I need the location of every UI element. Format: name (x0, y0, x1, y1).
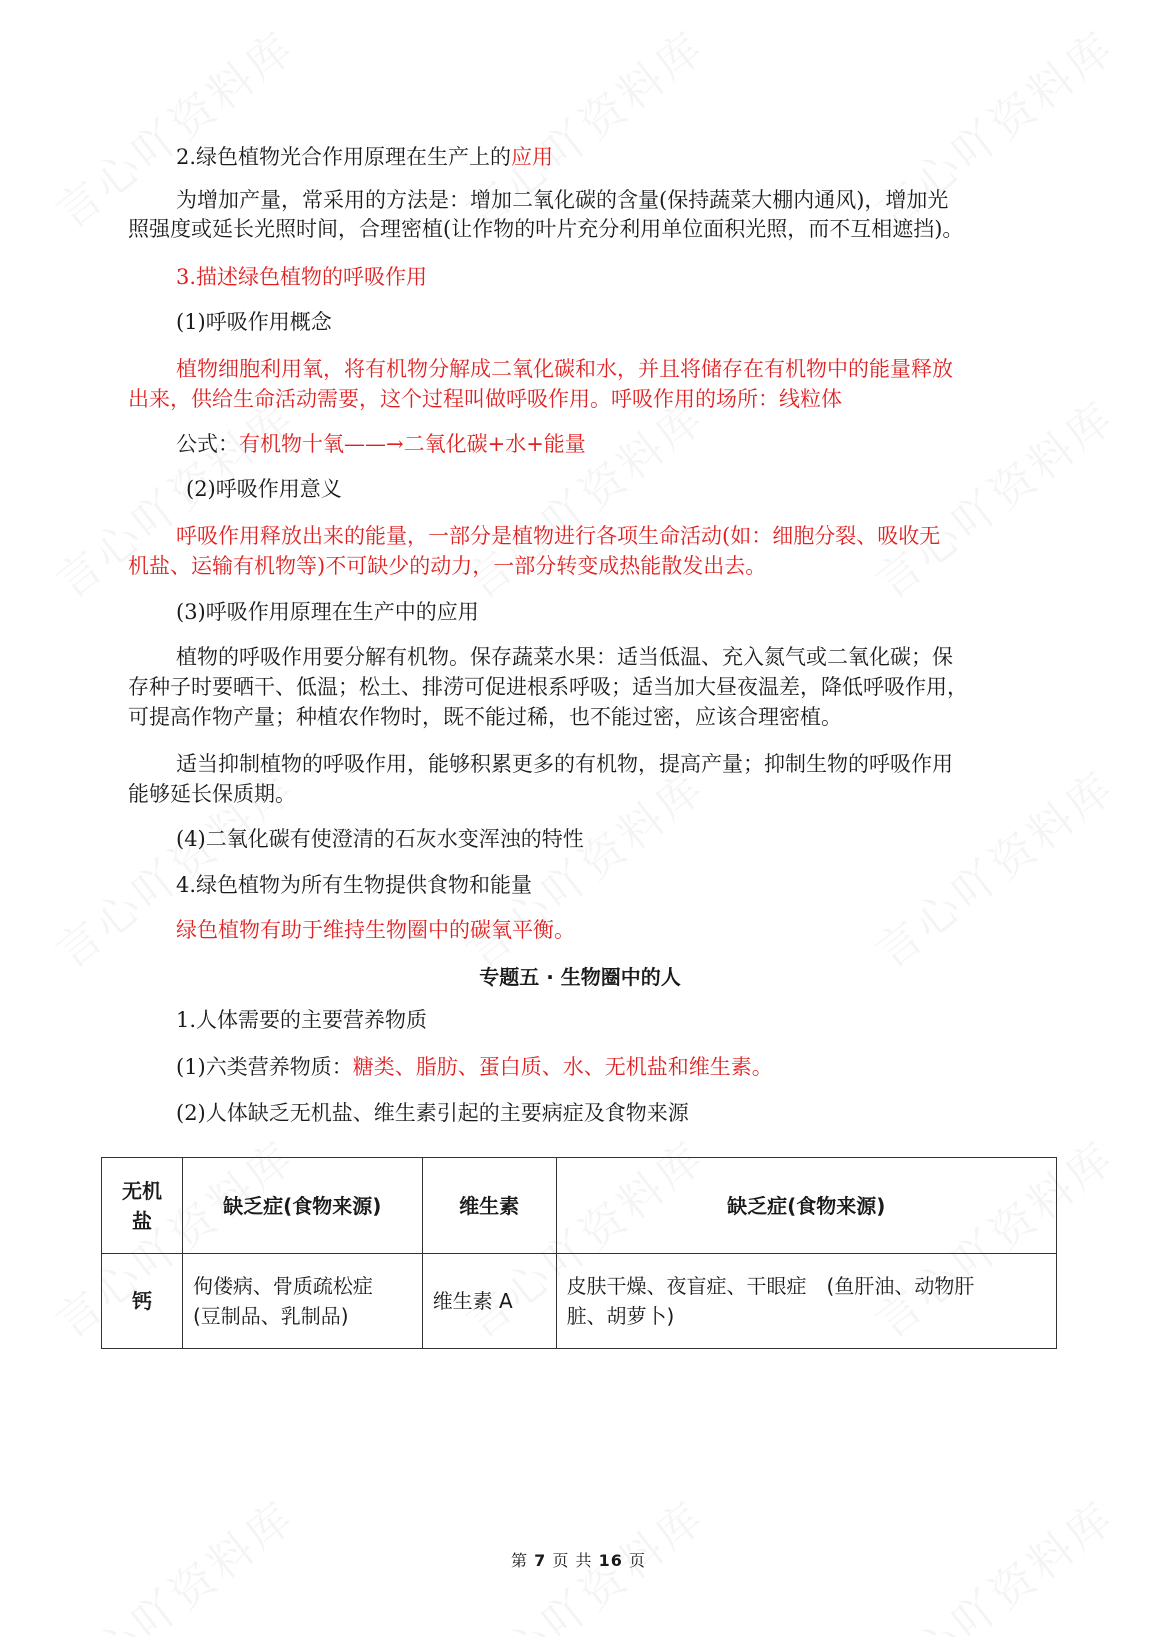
respiration-definition-line-1: 植物细胞利用氧，将有机物分解成二氧化碳和水，并且将储存在有机物中的能量释放 (176, 357, 953, 381)
respiration-formula (176, 429, 1032, 459)
cell-vitamin: 维生素 A (422, 1254, 556, 1349)
vitamin-deficiency-line-2: 脏、胡萝卜) (566, 1304, 675, 1328)
header-mineral-line-1: 无机 (121, 1178, 162, 1203)
section-2-paragraph-line-2: 照强度或延长光照时间，合理密植(让作物的叶片充分利用单位面积光照，而不互相遮挡)。 (128, 217, 964, 241)
mineral-deficiency-line-2: (豆制品、乳制品) (192, 1304, 349, 1328)
current-page: 7 (534, 1551, 547, 1570)
total-pages: 16 (598, 1551, 623, 1570)
subsection-co2-property: (4)二氧化碳有使澄清的石灰水变浑浊的特性 (176, 827, 584, 851)
application-para-1-line-2: 存种子时要晒干、低温；松土、排涝可促进根系呼吸；适当加大昼夜温差，降低呼吸作用， (128, 675, 968, 699)
formula-expression: 有机物十氧——→二氧化碳+水+能量 (239, 432, 586, 456)
section-2-paragraph-line-1: 为增加产量，常采用的方法是：增加二氧化碳的含量(保持蔬菜大棚内通风)，增加光 (176, 188, 949, 212)
six-nutrients (176, 1052, 1032, 1082)
section-4-heading: 4.绿色植物为所有生物提供食物和能量 (176, 873, 533, 897)
cell-mineral: 钙 (102, 1254, 183, 1349)
footer-suffix: 页 (628, 1551, 646, 1570)
nutrients-list: 糖类、脂肪、蛋白质、水、无机盐和维生素。 (352, 1055, 773, 1079)
section-2-heading (176, 142, 1032, 172)
subsection-respiration-concept: (1)呼吸作用概念 (176, 310, 332, 334)
header-mineral-deficiency: 缺乏症(食物来源) (182, 1158, 422, 1254)
mineral-deficiency-line-1: 佝偻病、骨质疏松症 (192, 1274, 373, 1298)
table-row (102, 1254, 1057, 1349)
header-vitamin: 维生素 (422, 1158, 556, 1254)
subsection-respiration-significance: (2)呼吸作用意义 (186, 477, 342, 501)
deficiency-table-caption: (2)人体缺乏无机盐、维生素引起的主要病症及食物来源 (176, 1101, 689, 1125)
application-para-1-line-1: 植物的呼吸作用要分解有机物。保存蔬菜水果：适当低温、充入氮气或二氧化碳；保 (176, 645, 953, 669)
page-number-footer (0, 1548, 1157, 1571)
application-para-1-line-3: 可提高作物产量；种植农作物时，既不能过稀，也不能过密，应该合理密植。 (128, 705, 842, 729)
cell-vitamin-deficiency (556, 1254, 1056, 1349)
formula-label: 公式： (176, 432, 239, 456)
significance-line-2: 机盐、运输有机物等)不可缺少的动力，一部分转变成热能散发出去。 (128, 554, 767, 578)
subsection-respiration-application: (3)呼吸作用原理在生产中的应用 (176, 600, 479, 624)
topic-5-title: 专题五 · 生物圈中的人 (479, 965, 681, 989)
heading-highlight: 应用 (511, 145, 554, 169)
footer-middle: 页 共 (552, 1551, 593, 1570)
topic-5-item-1: 1.人体需要的主要营养物质 (176, 1008, 428, 1032)
section-3-heading: 3.描述绿色植物的呼吸作用 (176, 265, 428, 289)
deficiency-table (101, 1157, 1057, 1349)
respiration-definition-line-2: 出来，供给生命活动需要，这个过程叫做呼吸作用。呼吸作用的场所：线粒体 (128, 387, 842, 411)
vitamin-deficiency-line-1: 皮肤干燥、夜盲症、干眼症 (鱼肝油、动物肝 (566, 1274, 975, 1298)
nutrients-label: (1)六类营养物质： (176, 1055, 353, 1079)
application-para-2-line-2: 能够延长保质期。 (128, 782, 296, 806)
significance-line-1: 呼吸作用释放出来的能量，一部分是植物进行各项生命活动(如：细胞分裂、吸收无 (176, 524, 941, 548)
header-mineral-line-2: 盐 (131, 1208, 152, 1233)
heading-text: 2.绿色植物光合作用原理在生产上的 (176, 145, 512, 169)
application-para-2-line-1: 适当抑制植物的呼吸作用，能够积累更多的有机物，提高产量；抑制生物的呼吸作用 (176, 752, 953, 776)
header-mineral (102, 1158, 183, 1254)
section-4-red-note: 绿色植物有助于维持生物圈中的碳氧平衡。 (176, 918, 575, 942)
cell-mineral-deficiency (182, 1254, 422, 1349)
table-header-row (102, 1158, 1057, 1254)
footer-prefix: 第 (511, 1551, 529, 1570)
header-vitamin-deficiency: 缺乏症(食物来源) (556, 1158, 1056, 1254)
